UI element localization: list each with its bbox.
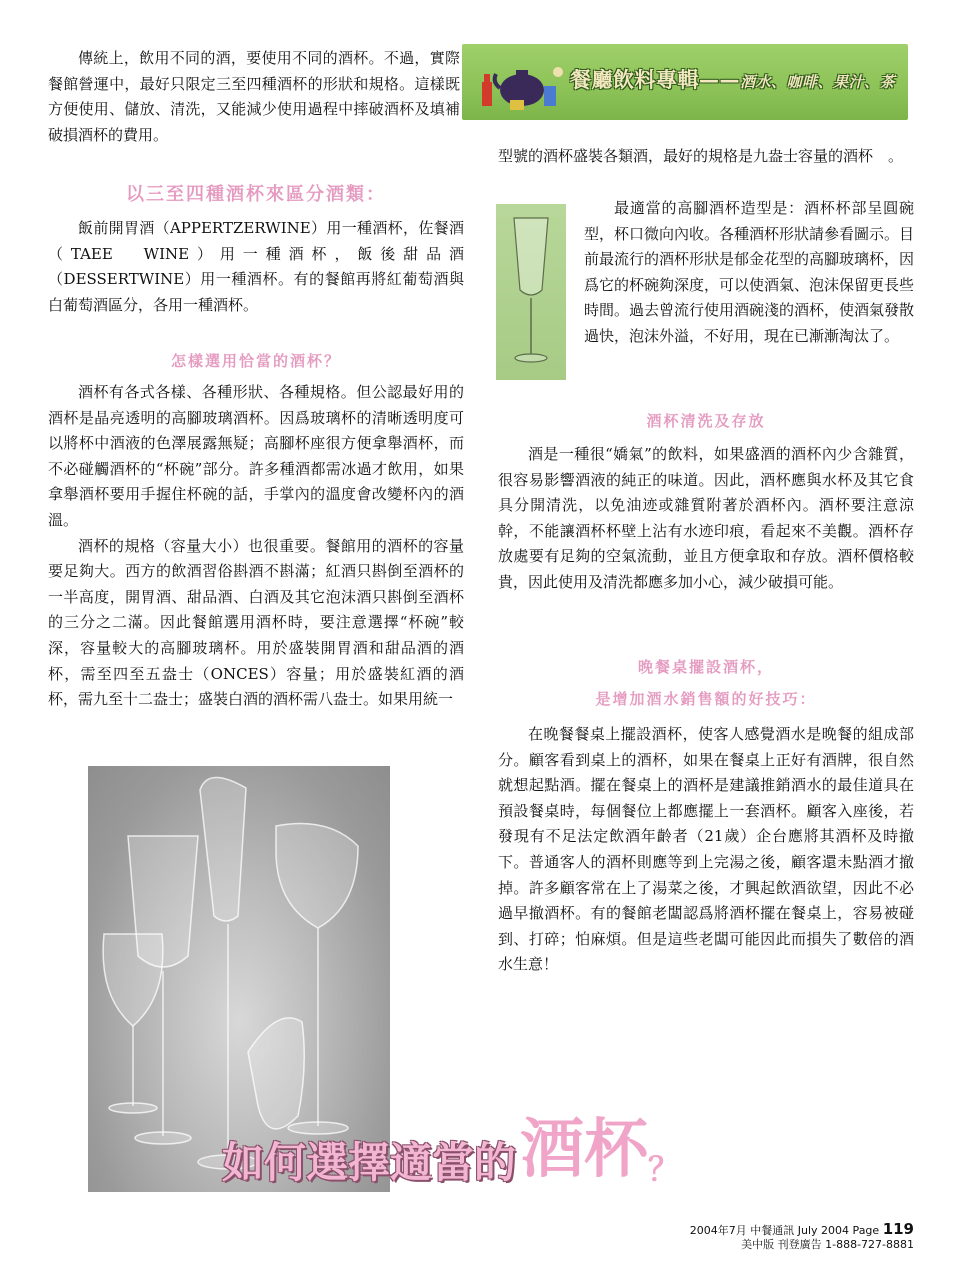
banner-subtitle: 酒水、咖啡、果汁、茶 (740, 73, 896, 91)
heading-cleaning-storage: 酒杯清洗及存放 (646, 412, 766, 430)
right-continued-text (498, 144, 914, 170)
banner-title (570, 64, 895, 94)
heading-choose-glass: 怎樣選用恰當的酒杯？ (170, 352, 341, 370)
right-block-3 (498, 722, 914, 978)
section-banner (462, 44, 908, 120)
paragraph-glass-shape: 最適當的高腳酒杯造型是：酒杯杯部呈圓碗型，杯口微向內收。各種酒杯形狀請參看圖示。目前最流行的酒杯形狀是郁金花型的高腳玻璃杯，因爲它的杯碗夠深度，可以使酒氣、泡沫保留更長些時間。過去曾流行使用酒碗淺的酒杯，使酒氣發散過快，泡沫外溢，不好用，現在已漸漸淘汰了。 (584, 199, 915, 345)
beverage-illustration-icon (470, 52, 570, 112)
left-block-1 (48, 216, 464, 318)
heading-three-four-glasses: 以三至四種酒杯來區分酒類： (126, 184, 386, 205)
footer-line-2: 美中版 刊登廣告 1-888-727-8881 (741, 1238, 914, 1251)
paragraph-cleaning: 酒是一種很“嬌氣”的飲料，如果盛酒的酒杯內少含雜質，很容易影響酒液的純正的味道。因此，酒杯應與水杯及其它食具分開清洗，以免油迹或雜質附著於酒杯內。酒杯要注意涼幹，不能讓酒杯杯壁上沾有水迹印痕，看起來不美觀。酒杯存放處要有足夠的空氣流動，並且方便拿取和存放。酒杯價格較貴，因此使用及清洗都應多加小心，減少破損可能。 (498, 445, 914, 591)
banner-title-main: 餐廳飲料專輯 (570, 68, 699, 92)
article-title-part2: 酒杯 (520, 1112, 649, 1187)
paragraph-glass-size: 酒杯的規格（容量大小）也很重要。餐館用的酒杯的容量要足夠大。西方的飲酒習俗斟酒不斟滿；紅酒只斟倒至酒杯的一半高度，開胃酒、甜品酒、白酒及其它泡沫酒只斟倒至酒杯的三分之二滿。因此餐館選用酒杯時，要注意選擇“杯碗”較深，容量較大的高腳玻璃杯。用於盛裝開胃酒和甜品酒的酒杯，需至四至五盎士（ONCES）容量；用於盛裝紅酒的酒杯，需九至十二盎士；盛裝白酒的酒杯需八盎士。如果用統一 (48, 536, 464, 709)
right-block-1 (584, 196, 914, 350)
footer-line-1 (690, 1222, 914, 1238)
right-block-2 (498, 442, 914, 596)
article-title-question-mark: ？ (648, 1150, 681, 1188)
intro-paragraph: 傳統上，飲用不同的酒，要使用不同的酒杯。不過，實際餐館營運中，最好只限定三至四種酒杯的形狀和規格。這樣既方便使用、儲放、清洗，又能減少使用過程中摔破酒杯及填補破損酒杯的費用。 (48, 49, 460, 144)
page-number: 119 (882, 1220, 914, 1238)
wine-glass-icon (496, 204, 566, 380)
paragraph-glass-categories: 飯前開胃酒（APPERTZERWINE）用一種酒杯，佐餐酒（TAEE WINE）用一種酒杯，飯後甜品酒（DESSERTWINE）用一種酒杯。有的餐館再將紅葡萄酒與白葡萄酒區分，各用一種酒杯。 (48, 219, 464, 314)
footer-issue: 2004年7月 中餐通訊 July 2004 Page (689, 1224, 883, 1237)
left-intro-block (48, 46, 464, 148)
paragraph-dinner-table: 在晚餐餐桌上擺設酒杯，使客人感覺酒水是晚餐的組成部分。顧客看到桌上的酒杯，如果在餐桌上正好有酒牌，很自然就想起點酒。擺在餐桌上的酒杯是建議推銷酒水的最佳道具在預設餐桌時，每個餐位上都應擺上一套酒杯。顧客入座後，若發現有不足法定飲酒年齡者（21歲）企台應將其酒杯及時撤下。普通客人的酒杯則應等到上完湯之後，顧客還未點酒才撤掉。許多顧客常在上了湯菜之後，才興起飲酒欲望，因此不必過早撤酒杯。有的餐館老闆認爲將酒杯擺在餐桌上，容易被碰到、打碎；怕麻煩。但是這些老闆可能因此而損失了數倍的酒水生意！ (498, 725, 914, 974)
article-title-part1: 如何選擇適當的 (222, 1138, 517, 1187)
paragraph-continued: 型號的酒杯盛裝各類酒，最好的規格是九盎士容量的酒杯 。 (498, 147, 904, 165)
paragraph-glass-types: 酒杯有各式各樣、各種形狀、各種規格。但公認最好用的酒杯是晶亮透明的高腳玻璃酒杯。因爲玻璃杯的清晰透明度可以將杯中酒液的色澤展露無疑；高腳杯座很方便拿舉酒杯，而不必碰觸酒杯的“杯碗”部分。許多種酒都需冰過才飲用，如果拿舉酒杯要用手握住杯碗的話，手掌內的溫度會改變杯內的酒溫。 (48, 383, 464, 529)
banner-dash: —— (699, 68, 740, 92)
left-block-2 (48, 380, 464, 713)
heading-dinner-table-a: 晚餐桌擺設酒杯， (637, 658, 774, 676)
wine-glass-thumbnail (496, 204, 566, 380)
page-footer (690, 1222, 914, 1252)
article-title (222, 1098, 680, 1190)
heading-dinner-table-b: 是增加酒水銷售額的好技巧： (595, 690, 817, 708)
